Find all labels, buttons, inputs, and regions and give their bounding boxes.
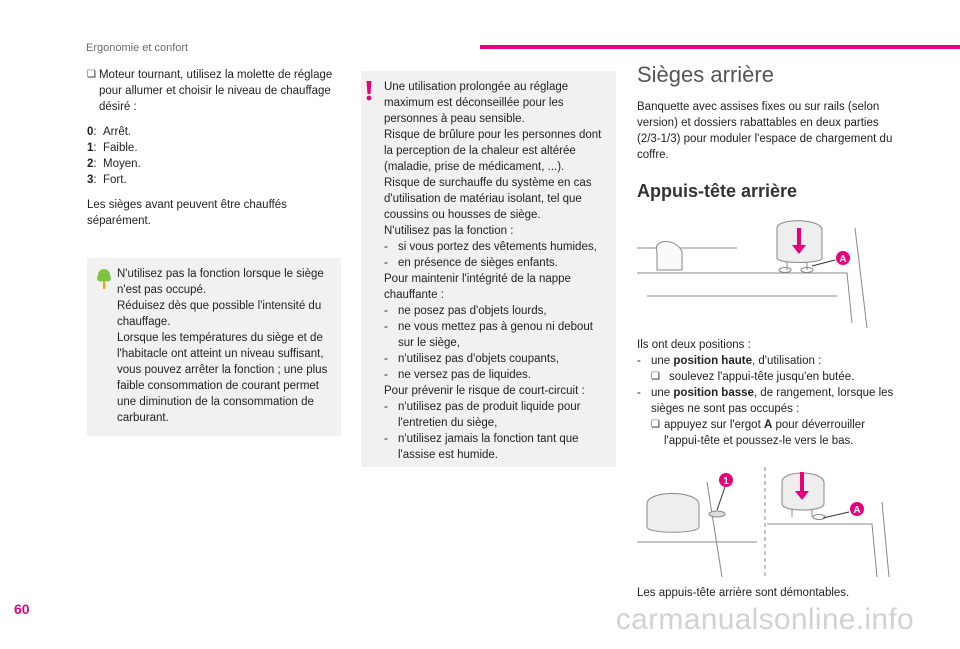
label-a-text: A	[839, 254, 847, 265]
rear-seats-intro: Banquette avec assises fixes ou sur rails (selon version) et dossiers rabattables en deux parties (2/3-1/3) pour moduler l'espace de chargement du coffre.	[637, 101, 893, 161]
level-key: 2	[87, 158, 94, 170]
warning-paragraph: Pour prévenir le risque de court-circuit :	[384, 385, 585, 397]
list-item: - n'utilisez jamais la fonction tant que l'assise est humide.	[384, 433, 579, 461]
level-item: 2: Moyen.	[87, 158, 141, 170]
level-label: Faible.	[103, 142, 138, 154]
position-high-item: - une position haute, d'utilisation :	[637, 355, 822, 367]
subsection-title: Appuis-tête arrière	[637, 181, 798, 201]
list-item: - ne posez pas d'objets lourds,	[384, 305, 547, 317]
level-item: 0: Arrêt.	[87, 126, 132, 138]
eco-note-line: Lorsque les températures du siège et de l'habitacle ont atteint un niveau suffisant, vous pouvez arrêter la fonction ; une plus faible consommation de courant permet une diminution de la consommation de carburant.	[117, 332, 328, 424]
level-key: 1	[87, 142, 94, 154]
label-a-text: A	[853, 505, 861, 516]
level-item: 3: Fort.	[87, 174, 127, 186]
warning-exclamation-icon	[365, 81, 373, 101]
warning-paragraph: Risque de brûlure pour les personnes dont la perception de la chaleur est altérée (maladie, prise de médicament, ...).	[384, 129, 602, 173]
label-1-text: 1	[723, 476, 729, 487]
position-high-step: ❏ soulevez l'appui-tête jusqu'en butée.	[651, 371, 855, 383]
warning-paragraph: Risque de surchauffe du système en cas d'utilisation de matériau isolant, tel que coussins ou housses de siège.	[384, 177, 592, 221]
eco-note-box	[87, 258, 341, 436]
checkbox-bullet-icon: ❏	[651, 419, 660, 430]
level-label: Fort.	[103, 174, 127, 186]
level-label: Moyen.	[103, 158, 141, 170]
warning-paragraph: Pour maintenir l'intégrité de la nappe chauffante :	[384, 273, 571, 301]
list-item: - n'utilisez pas d'objets coupants,	[384, 353, 560, 365]
right-column	[637, 62, 897, 163]
eco-note-line: Réduisez dès que possible l'intensité du chauffage.	[117, 300, 322, 328]
warning-paragraph: N'utilisez pas la fonction :	[384, 225, 514, 237]
headrest-high-illustration	[637, 218, 897, 328]
page-title: Sièges arrière	[637, 62, 774, 87]
level-label: Arrêt.	[103, 126, 132, 138]
left-column	[87, 67, 342, 238]
section-accent-bar	[480, 45, 960, 49]
separate-note: Les sièges avant peuvent être chauffés séparément.	[87, 199, 287, 227]
checkbox-bullet-icon: ❏	[651, 371, 660, 382]
watermark: carmanualsonline.info	[615, 603, 914, 636]
positions-block	[637, 337, 897, 449]
list-item: - si vous portez des vêtements humides,	[384, 241, 597, 253]
intro-step	[87, 67, 342, 115]
level-list	[87, 124, 342, 188]
intro-text: Moteur tournant, utilisez la molette de réglage pour allumer et choisir le niveau de chauffage désiré :	[98, 69, 333, 113]
list-item: - en présence de sièges enfants.	[384, 257, 558, 269]
removable-note: Les appuis-tête arrière sont démontables.	[637, 587, 850, 599]
section-title: Ergonomie et confort	[86, 42, 189, 54]
checkbox-bullet-icon: ❏	[87, 69, 96, 80]
positions-intro: Ils ont deux positions :	[637, 339, 751, 351]
level-key: 3	[87, 174, 94, 186]
headrest-removal-illustration	[637, 462, 897, 577]
page-number: 60	[14, 601, 30, 617]
position-low-item: - une position basse, de rangement, lorsque les sièges ne sont pas occupés :	[637, 387, 894, 415]
list-item: - ne versez pas de liquides.	[384, 369, 531, 381]
warning-box	[361, 71, 616, 467]
list-item: - n'utilisez pas de produit liquide pour l'entretien du siège,	[384, 401, 581, 429]
eco-note-line: N'utilisez pas la fonction lorsque le siège n'est pas occupé.	[117, 268, 324, 296]
warning-paragraph: Une utilisation prolongée au réglage maximum est déconseillée pour les personnes à peau sensible.	[384, 81, 569, 125]
level-key: 0	[87, 126, 94, 138]
list-item: - ne vous mettez pas à genou ni debout sur le siège,	[384, 321, 594, 349]
position-low-step: ❏ appuyez sur l'ergot A pour déverrouiller l'appui-tête et poussez-le vers le bas.	[651, 419, 865, 447]
level-item: 1: Faible.	[87, 142, 138, 154]
eco-tree-icon	[96, 268, 112, 290]
